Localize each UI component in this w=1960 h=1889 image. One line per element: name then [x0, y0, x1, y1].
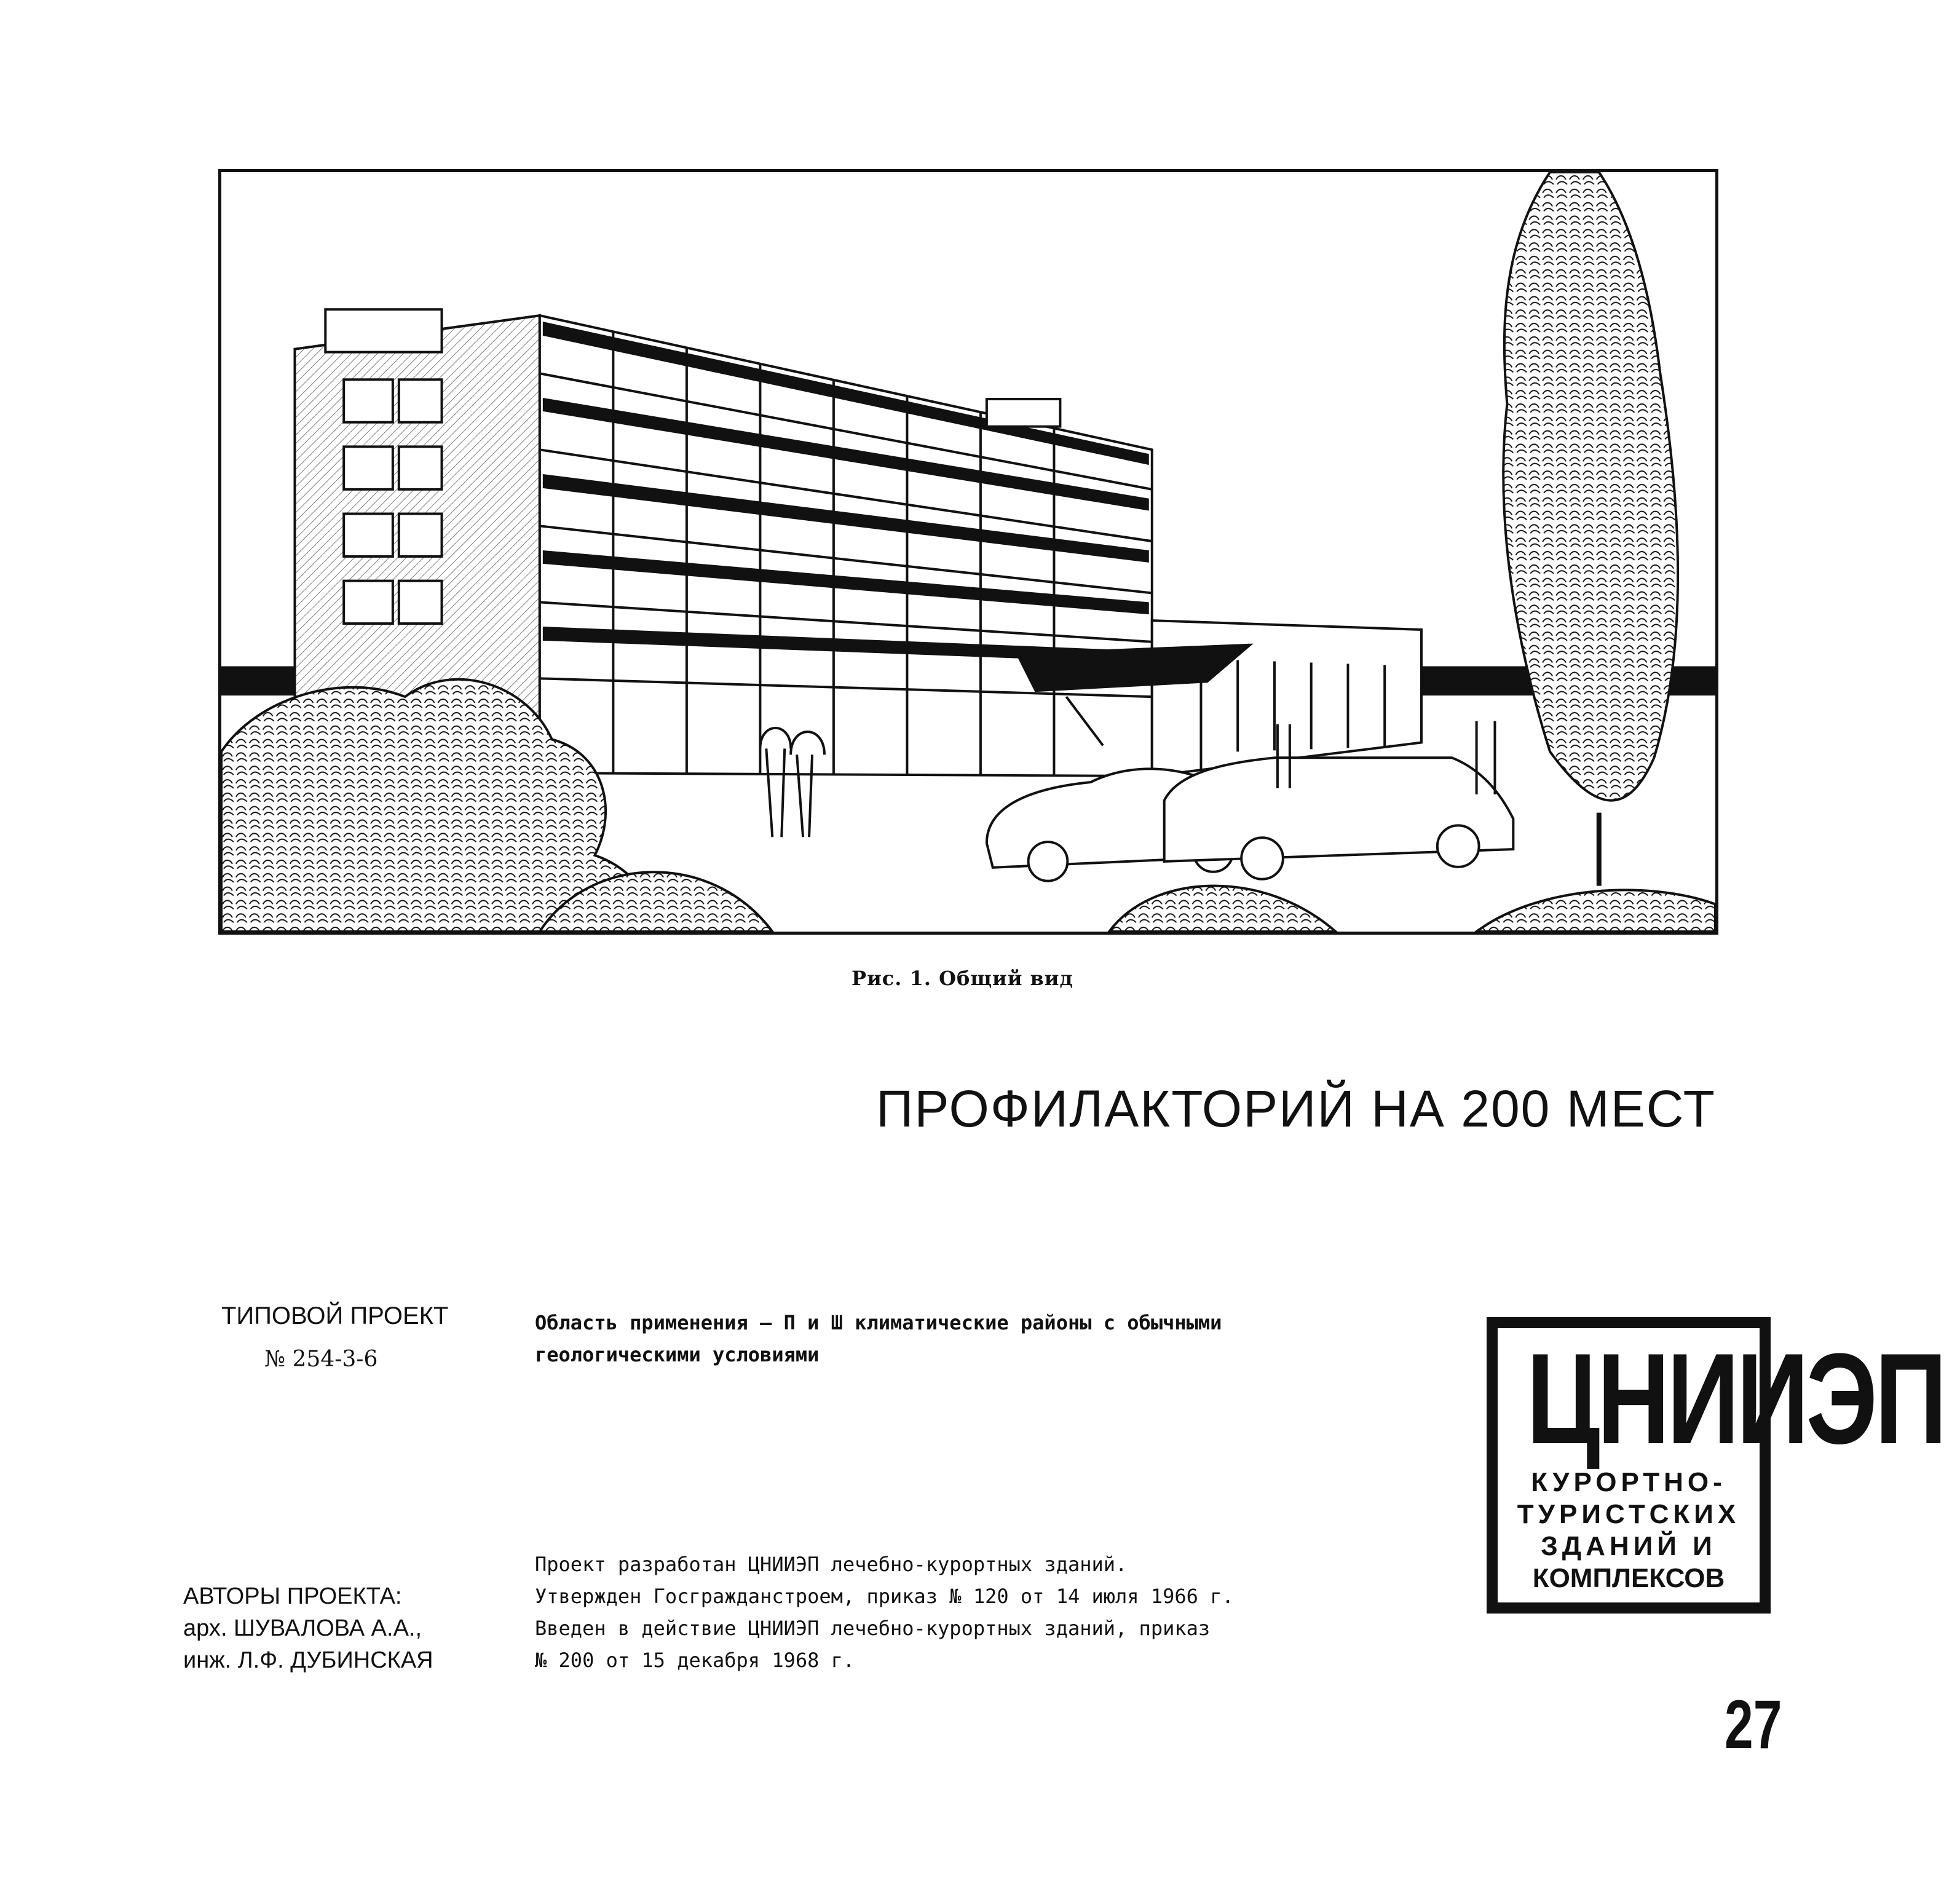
logo-line: КОМПЛЕКСОВ — [1532, 1563, 1725, 1593]
scope-text — [535, 1307, 1408, 1371]
figure-caption: Рис. 1. Общий вид — [852, 967, 1073, 990]
logo-line: ЗДАНИЙ И — [1541, 1531, 1717, 1561]
development-line: Утвержден Госгражданстроем, приказ № 120 от 14 июля 1966 г. — [535, 1585, 1234, 1608]
page-number: 27 — [1725, 1686, 1782, 1763]
development-line: Проект разработан ЦНИИЭП лечебно-курортных зданий. — [535, 1553, 1128, 1576]
project-type-label: ТИПОВОЙ ПРОЕКТ — [221, 1302, 449, 1329]
logo-subtitle — [1506, 1467, 1751, 1594]
author-engineer: инж. Л.Ф. ДУБИНСКАЯ — [183, 1647, 433, 1673]
authors-heading: АВТОРЫ ПРОЕКТА: — [183, 1583, 402, 1609]
building-sketch — [221, 172, 1715, 932]
page-title: ПРОФИЛАКТОРИЙ НА 200 МЕСТ — [876, 1080, 1716, 1138]
scope-line: геологическими условиями — [535, 1343, 820, 1366]
poplar-tree — [1503, 172, 1678, 886]
development-line: Введен в действие ЦНИИЭП лечебно-курортных зданий, приказ — [535, 1617, 1211, 1640]
logo-line: ТУРИСТСКИХ — [1517, 1499, 1741, 1529]
scope-line: Область применения – П и Ш климатические районы с обычными — [535, 1311, 1222, 1334]
development-line: № 200 от 15 декабря 1968 г. — [535, 1649, 855, 1672]
authors-block — [183, 1580, 433, 1676]
author-architect: арх. ШУВАЛОВА А.А., — [183, 1615, 422, 1641]
building-perspective-illustration — [218, 169, 1718, 935]
project-number: № 254-3-6 — [264, 1347, 378, 1372]
logo-frame — [1498, 1326, 1945, 1602]
logo-line: КУРОРТНО- — [1531, 1467, 1726, 1497]
logo-mark: ЦНИИЭП — [1526, 1326, 1945, 1471]
institute-logo — [1487, 1317, 1945, 1614]
development-info — [535, 1548, 1426, 1676]
